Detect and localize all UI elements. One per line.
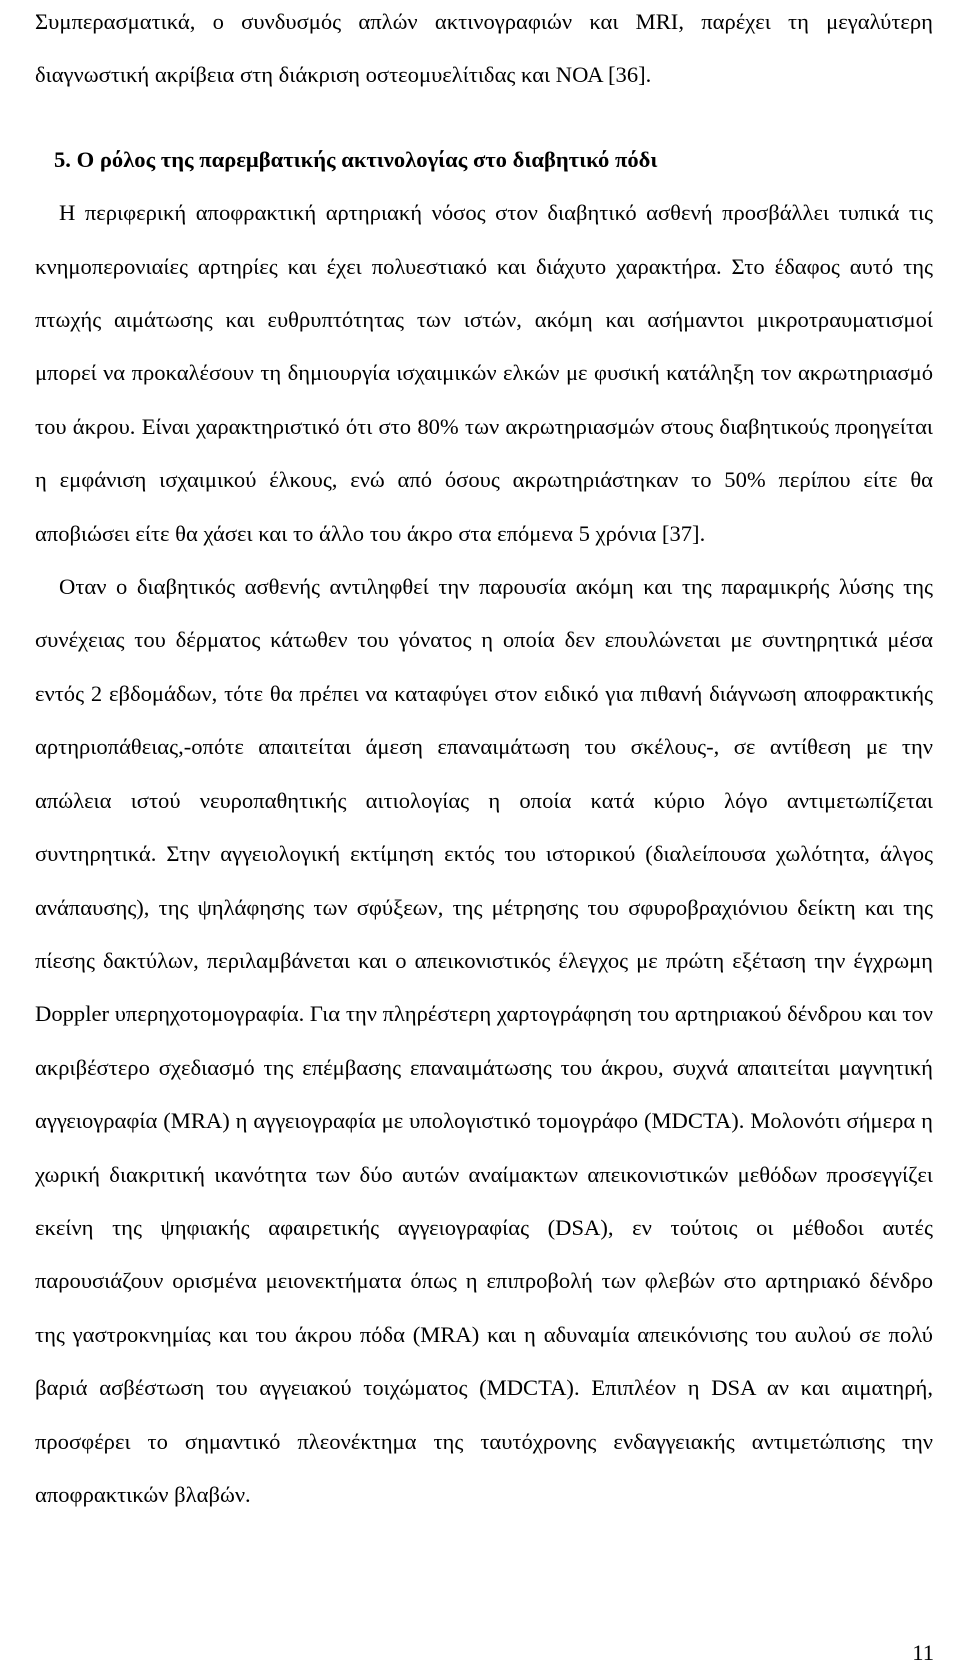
page-number: 11	[912, 1640, 934, 1665]
intro-paragraph: Συμπερασματικά, ο συνδυσμός απλών ακτινογραφιών και MRI, παρέχει τη μεγαλύτερη διαγνωστική ακρίβεια στη διάκριση οστεομυελίτιδας και ΝΟΑ [36].	[35, 9, 933, 88]
body-paragraph-2: Οταν ο διαβητικός ασθενής αντιληφθεί την παρουσία ακόμη και της παραμικρής λύσης της συνέχειας του δέρματος κάτωθεν του γόνατος η οποία δεν επουλώνεται με συντηρητικά μέσα εντός 2 εβδομάδων, τότε θα πρέπει να καταφύγει στον ειδικό για πιθανή διάγνωση αποφρακτικής αρτηριοπάθειας,-οπότε απαιτείται άμεση επαναιμάτωση του σκέλους-, σε αντίθεση με την απώλεια ιστού νευροπαθητικής αιτιολογίας η οποία κατά κύριο λόγο αντιμετωπίζεται συντηρητικά. Στην αγγειολογική εκτίμηση εκτός του ιστορικού (διαλείπουσα χωλότητα, άλγος ανάπαυσης), της ψηλάφησης των σφύξεων, της μέτρησης του σφυροβραχιόνιου δείκτη και της πίεσης δακτύλων, περιλαμβάνεται και ο απεικονιστικός έλεγχος με πρώτη εξέταση την έγχρωμη Doppler υπερηχοτομογραφία. Για την πληρέστερη χαρτογράφηση του αρτηριακού δένδρου και τον ακριβέστερο σχεδιασμό της επέμβασης επαναιμάτωσης του άκρου, συχνά απαιτείται μαγνητική αγγειογραφία (MRA) η αγγειογραφία με υπολογιστικό τομογράφο (MDCTA). Μολονότι σήμερα η χωρική διακριτική ικανότητα των δύο αυτών αναίμακτων απεικονιστικών μεθόδων προσεγγίζει εκείνη της ψηφιακής αφαιρετικής αγγειογραφίας (DSA), εν τούτοις οι μέθοδοι αυτές παρουσιάζουν ορισμένα μειονεκτήματα όπως η επιπροβολή των φλεβών στο αρτηριακό δένδρο της γαστροκνημίας και του άκρου πόδα (MRA) και η αδυναμία απεικόνισης του αυλού σε πολύ βαριά ασβέστωση του αγγειακού τοιχώματος (MDCTA). Επιπλέον η DSA αν και αιματηρή, προσφέρει το σημαντικό πλεονέκτημα της ταυτόχρονης ενδαγγειακής αντιμετώπισης την αποφρακτικών βλαβών.	[35, 574, 933, 1507]
document-body	[35, 0, 933, 1521]
section-heading: 5. Ο ρόλος της παρεμβατικής ακτινολογίας στο διαβητικό πόδι	[54, 146, 658, 172]
body-paragraph-1: Η περιφερική αποφρακτική αρτηριακή νόσος στον διαβητικό ασθενή προσβάλλει τυπικά τις κνημοπερονιαίες αρτηρίες και έχει πολυεστιακό και διάχυτο χαρακτήρα. Στο έδαφος αυτό της πτωχής αιμάτωσης και ευθρυπτότητας των ιστών, ακόμη και ασήμαντοι μικροτραυματισμοί μπορεί να προκαλέσουν τη δημιουργία ισχαιμικών ελκών με φυσική κατάληξη τον ακρωτηριασμό του άκρου. Είναι χαρακτηριστικό ότι στο 80% των ακρωτηριασμών στους διαβητικούς προηγείται η εμφάνιση ισχαιμικού έλκους, ενώ από όσους ακρωτηριάστηκαν το 50% περίπου είτε θα αποβιώσει είτε θα χάσει και το άλλο του άκρο στα επόμενα 5 χρόνια [37].	[35, 200, 933, 546]
